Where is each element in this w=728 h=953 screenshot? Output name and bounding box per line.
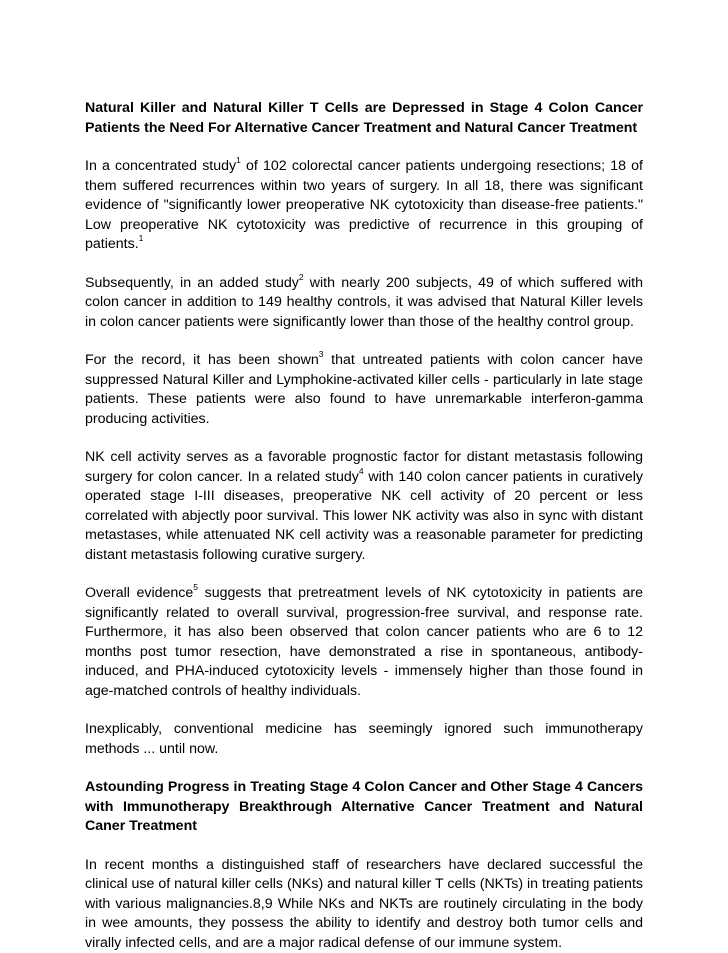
citation-1b: 1: [139, 233, 144, 243]
paragraph-gap: [85, 429, 643, 448]
paragraph-7: In recent months a distinguished staff of researchers have declared successful the clinical use of natural killer cells (NKs) and natural killer T cells (NKTs) in treating patients with various malignancies.8,9 While NKs and NKTs are routinely circulating in the body in wee amounts, they possess the ability to identify and destroy both tumor cells and virally infected cells, and are a major radical defense of our immune system.: [85, 856, 643, 953]
paragraph-5-text-a: Overall evidence: [85, 585, 193, 601]
citation-5: 5: [193, 582, 198, 592]
paragraph-1-text-a: In a concentrated study: [85, 158, 236, 174]
document-page: [85, 99, 643, 953]
paragraph-1-text-b: of 102 colorectal cancer patients undergoing resections; 18 of them suffered recurrences within two years of surgery. In all 18, there was significant evidence of "significantly lower preoperative NK cytotoxicity than disease-free patients." Low preoperative NK cytotoxicity was predictive of recurrence in this grouping of patients.: [85, 158, 643, 252]
paragraph-gap: [85, 701, 643, 720]
section-heading-1: Natural Killer and Natural Killer T Cells are Depressed in Stage 4 Colon Cancer Patients the Need For Alternative Cancer Treatment and Natural Cancer Treatment: [85, 99, 643, 138]
paragraph-3-text-b: that untreated patients with colon cancer have suppressed Natural Killer and Lymphokine-activated killer cells - particularly in late stage patients. These patients were also found to have unremarkable interferon-gamma producing activities.: [85, 352, 643, 427]
paragraph-gap: [85, 837, 643, 856]
citation-4: 4: [359, 466, 364, 476]
paragraph-gap: [85, 255, 643, 274]
paragraph-2-text-b: with nearly 200 subjects, 49 of which suffered with colon cancer in addition to 149 healthy controls, it was advised that Natural Killer levels in colon cancer patients were significantly lower than those of the healthy control group.: [85, 275, 643, 330]
paragraph-gap: [85, 138, 643, 157]
paragraph-2-text-a: Subsequently, in an added study: [85, 275, 299, 291]
paragraph-4-text-a: NK cell activity serves as a favorable prognostic factor for distant metastasis following surgery for colon cancer. In a related study: [85, 449, 643, 485]
paragraph-gap: [85, 759, 643, 778]
citation-2: 2: [299, 272, 304, 282]
paragraph-gap: [85, 565, 643, 584]
paragraph-3-text-a: For the record, it has been shown: [85, 352, 319, 368]
paragraph-4: [85, 448, 643, 565]
paragraph-5-text-b: suggests that pretreatment levels of NK cytotoxicity in patients are significantly related to overall survival, progression-free survival, and response rate. Furthermore, it has also been observed that colon cancer patients who are 6 to 12 months post tumor resection, have demonstrated a rise in spontaneous, antibody-induced, and PHA-induced cytotoxicity levels - immensely higher than those found in age-matched controls of healthy individuals.: [85, 585, 643, 699]
paragraph-2: [85, 274, 643, 333]
paragraph-6: Inexplicably, conventional medicine has seemingly ignored such immunotherapy methods ... until now.: [85, 720, 643, 759]
section-heading-2: Astounding Progress in Treating Stage 4 Colon Cancer and Other Stage 4 Cancers with Immunotherapy Breakthrough Alternative Cancer Treatment and Natural Caner Treatment: [85, 778, 643, 837]
paragraph-gap: [85, 332, 643, 351]
paragraph-4-text-b: with 140 colon cancer patients in curatively operated stage I-III diseases, preoperative NK cell activity of 20 percent or less correlated with abjectly poor survival. This lower NK activity was also in sync with distant metastases, while attenuated NK cell activity was a reasonable parameter for predicting distant metastasis following curative surgery.: [85, 469, 643, 563]
paragraph-5: [85, 584, 643, 701]
paragraph-3: [85, 351, 643, 429]
paragraph-1: [85, 157, 643, 255]
citation-1: 1: [236, 155, 241, 165]
citation-3: 3: [319, 349, 324, 359]
